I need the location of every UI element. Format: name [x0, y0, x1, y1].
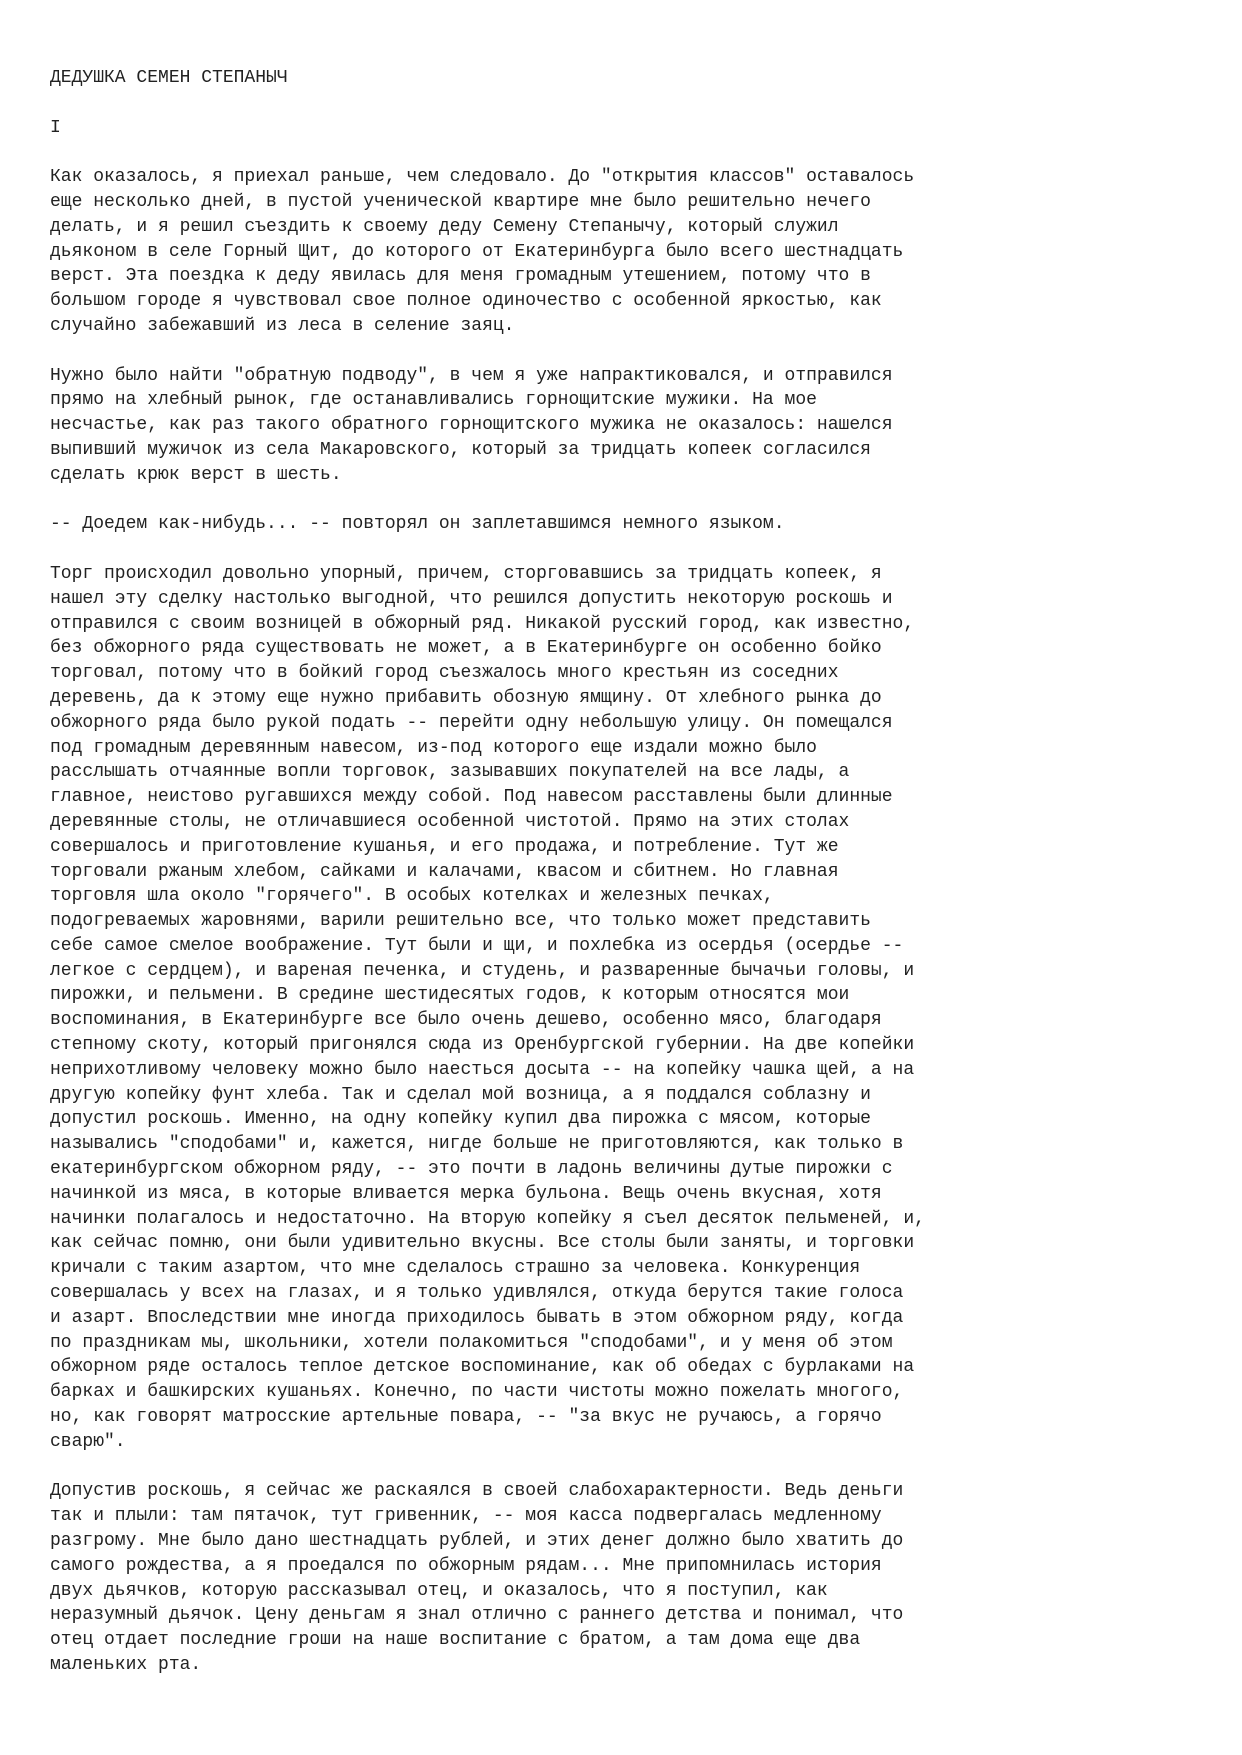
text-line: случайно забежавший из леса в селение заяц.	[50, 315, 515, 336]
text-line: под громадным деревянным навесом, из-под которого еще издали можно было	[50, 737, 817, 758]
text-line: но, как говорят матросские артельные повара, -- "за вкус не ручаюсь, а горячо	[50, 1407, 882, 1428]
document-title: ДЕДУШКА СЕМЕН СТЕПАНЫЧ	[50, 68, 288, 88]
text-line: воспоминания, в Екатеринбурге все было очень дешево, особенно мясо, благодаря	[50, 1010, 882, 1031]
text-line: пирожки, и пельмени. В средине шестидесятых годов, к которым относятся мои	[50, 985, 850, 1006]
text-line: прямо на хлебный рынок, где останавливались горнощитские мужики. На мое	[50, 390, 817, 411]
text-line: -- Доедем как-нибудь... -- повторял он заплетавшимся немного языком.	[50, 514, 785, 535]
text-line: степному скоту, который пригонялся сюда из Оренбургской губернии. На две копейки	[50, 1035, 915, 1056]
text-line: неприхотливому человеку можно было наесться досыта -- на копейку чашка щей, а на	[50, 1059, 915, 1080]
chapter-number: I	[50, 117, 61, 138]
text-line: отец отдает последние гроши на наше воспитание с братом, а там дома еще два	[50, 1630, 861, 1651]
text-line: самого рождества, а я проедался по обжорным рядам... Мне припомнилась история	[50, 1555, 882, 1576]
text-line: обжорном ряде осталось теплое детское воспоминание, как об обедах с бурлаками на	[50, 1357, 915, 1378]
paragraph	[50, 512, 1200, 537]
text-line: верст. Эта поездка к деду явилась для меня громадным утешением, потому что в	[50, 266, 871, 287]
text-line: нашел эту сделку настолько выгодной, что решился допустить некоторую роскошь и	[50, 588, 893, 609]
text-line: деревянные столы, не отличавшиеся особенной чистотой. Прямо на этих столах	[50, 811, 850, 832]
text-line: расслышать отчаянные вопли торговок, зазывавших покупателей на все лады, а	[50, 762, 850, 783]
spacer	[50, 1455, 1200, 1480]
spacer	[50, 488, 1200, 513]
text-line: Допустив роскошь, я сейчас же раскаялся в своей слабохарактерности. Ведь деньги	[50, 1481, 904, 1502]
paragraph	[50, 1479, 1200, 1677]
text-line: Нужно было найти "обратную подводу", в чем я уже напрактиковался, и отправился	[50, 365, 893, 386]
text-line: легкое с сердцем), и вареная печенка, и студень, и разваренные бычачьи головы, и	[50, 960, 915, 981]
text-line: допустил роскошь. Именно, на одну копейку купил два пирожка с мясом, которые	[50, 1109, 871, 1130]
text-line: екатеринбургском обжорном ряду, -- это почти в ладонь величины дутые пирожки с	[50, 1159, 893, 1180]
text-line: сварю".	[50, 1431, 126, 1452]
text-line: несчастье, как раз такого обратного горнощитского мужика не оказалось: нашелся	[50, 415, 893, 436]
text-line: себе самое смелое воображение. Тут были и щи, и похлебка из осердья (осердье --	[50, 935, 904, 956]
text-line: торговал, потому что в бойкий город съезжалось много крестьян из соседних	[50, 663, 839, 684]
text-line: маленьких рта.	[50, 1655, 202, 1675]
text-line: барках и башкирских кушаньях. Конечно, по части чистоты можно пожелать многого,	[50, 1382, 904, 1403]
text-line: неразумный дьячок. Цену деньгам я знал отлично с раннего детства и понимал, что	[50, 1605, 904, 1626]
text-line: двух дьячков, которую рассказывал отец, и оказалось, что я поступил, как	[50, 1580, 828, 1601]
text-line: по праздникам мы, школьники, хотели полакомиться "сподобами", и у меня об этом	[50, 1332, 893, 1353]
paragraph	[50, 562, 1200, 1455]
text-line: обжорного ряда было рукой подать -- перейти одну небольшую улицу. Он помещался	[50, 712, 893, 733]
text-line: совершалось и приготовление кушанья, и его продажа, и потребление. Тут же	[50, 836, 839, 857]
text-line: Как оказалось, я приехал раньше, чем следовало. До "открытия классов" оставалось	[50, 167, 915, 188]
text-line: кричали с таким азартом, что мне сделалось страшно за человека. Конкуренция	[50, 1258, 861, 1279]
paragraph	[50, 364, 1200, 488]
text-line: выпивший мужичок из села Макаровского, который за тридцать копеек согласился	[50, 439, 871, 460]
text-line: начинкой из мяса, в которые вливается мерка бульона. Вещь очень вкусная, хотя	[50, 1183, 882, 1204]
document-page	[50, 66, 1200, 1678]
spacer	[50, 140, 1200, 165]
text-line: совершалась у всех на глазах, и я только удивлялся, откуда берутся такие голоса	[50, 1283, 904, 1304]
text-line: подогреваемых жаровнями, варили решительно все, что только может представить	[50, 911, 871, 932]
text-line: другую копейку фунт хлеба. Так и сделал мой возница, а я поддался соблазну и	[50, 1084, 871, 1105]
spacer	[50, 537, 1200, 562]
text-line: назывались "сподобами" и, кажется, нигде больше не приготовляются, как только в	[50, 1134, 904, 1155]
text-line: деревень, да к этому еще нужно прибавить обозную ямщину. От хлебного рынка до	[50, 687, 882, 708]
text-line: главное, неистово ругавшихся между собой. Под навесом расставлены были длинные	[50, 787, 893, 808]
text-line: большом городе я чувствовал свое полное одиночество с особенной яркостью, как	[50, 291, 882, 312]
text-line: торговля шла около "горячего". В особых котелках и железных печках,	[50, 886, 774, 907]
text-line: начинки полагалось и недостаточно. На вторую копейку я съел десяток пельменей, и,	[50, 1208, 925, 1229]
paragraph	[50, 165, 1200, 339]
text-line: и азарт. Впоследствии мне иногда приходилось бывать в этом обжорном ряду, когда	[50, 1307, 904, 1328]
text-line: разгрому. Мне было дано шестнадцать рублей, и этих денег должно было хватить до	[50, 1531, 904, 1552]
text-line: так и плыли: там пятачок, тут гривенник, -- моя касса подвергалась медленному	[50, 1506, 882, 1527]
text-line: отправился с своим возницей в обжорный ряд. Никакой русский город, как известно,	[50, 613, 915, 634]
text-line: как сейчас помню, они были удивительно вкусны. Все столы были заняты, и торговки	[50, 1233, 915, 1254]
text-line: дьяконом в селе Горный Щит, до которого от Екатеринбурга было всего шестнадцать	[50, 241, 904, 262]
text-line: без обжорного ряда существовать не может, а в Екатеринбурге он особенно бойко	[50, 638, 882, 659]
body-text	[50, 165, 1200, 1678]
text-line: сделать крюк верст в шесть.	[50, 464, 342, 485]
text-line: делать, и я решил съездить к своему деду Семену Степанычу, который служил	[50, 216, 839, 237]
text-line: еще несколько дней, в пустой ученической квартире мне было решительно нечего	[50, 191, 871, 212]
text-line: Торг происходил довольно упорный, причем, сторговавшись за тридцать копеек, я	[50, 563, 882, 584]
text-line: торговали ржаным хлебом, сайками и калачами, квасом и сбитнем. Но главная	[50, 861, 839, 882]
spacer	[50, 339, 1200, 364]
spacer	[50, 91, 1200, 116]
